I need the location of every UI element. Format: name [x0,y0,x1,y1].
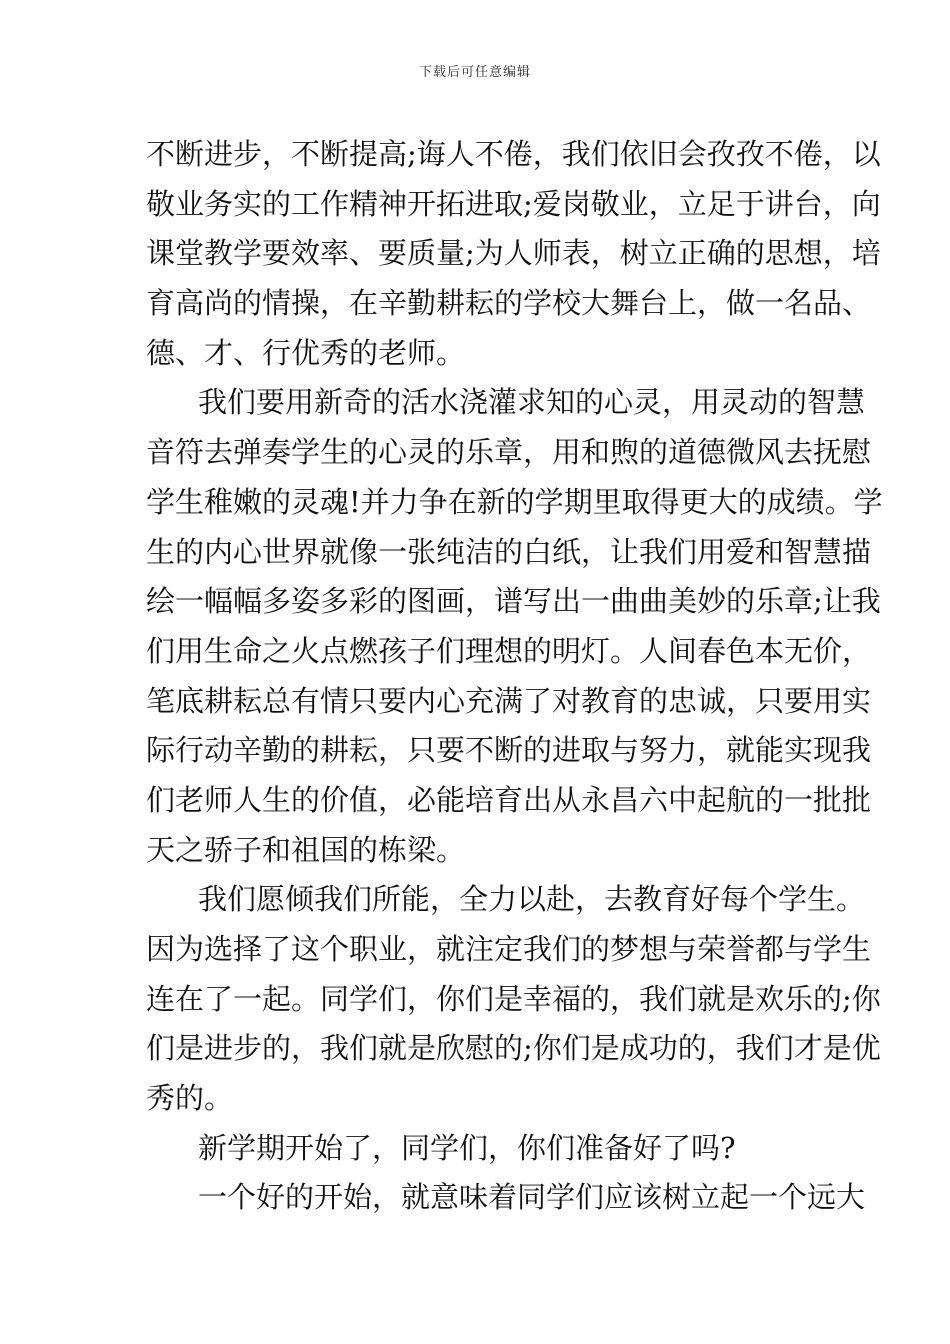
text-line: 敬业务实的工作精神开拓进取;爱岗敬业，立足于讲台，向 [146,186,881,221]
text-line: 学生稚嫩的灵魂!并力争在新的学期里取得更大的成绩。学 [146,484,883,519]
text-line: 育高尚的情操，在辛勤耕耘的学校大舞台上，做一名品、 [146,286,872,321]
text-line: 生的内心世界就像一张纯洁的白纸，让我们用爱和智慧描 [146,534,872,569]
text-line: 连在了一起。同学们，你们是幸福的，我们就是欢乐的;你 [146,981,881,1016]
text-line: 们是进步的，我们就是欣慰的;你们是成功的，我们才是优 [146,1031,881,1066]
text-line: 秀的。 [146,1081,234,1116]
text-line: 德、才、行优秀的老师。 [146,335,466,370]
paragraph-start-line: 我们愿倾我们所能，全力以赴，去教育好每个学生。 [198,882,866,917]
paragraph-start-line: 我们要用新奇的活水浇灌求知的心灵，用灵动的智慧 [198,385,866,420]
text-line: 们用生命之火点燃孩子们理想的明灯。人间春色本无价， [146,633,872,668]
text-line: 因为选择了这个职业，就注定我们的梦想与荣誉都与学生 [146,932,872,966]
text-line: 笔底耕耘总有情只要内心充满了对教育的忠诚，只要用实 [146,683,872,718]
text-line: 际行动辛勤的耕耘，只要不断的进取与努力，就能实现我 [146,733,872,768]
text-line: 课堂教学要效率、要质量;为人师表，树立正确的思想，培 [146,236,881,271]
text-line: 天之骄子和祖国的栋梁。 [146,832,466,867]
text-line: 不断进步，不断提高;诲人不倦，我们依旧会孜孜不倦，以 [146,137,881,171]
text-line: 们老师人生的价值，必能培育出从永昌六中起航的一批批 [146,782,872,817]
page-header-note: 下载后可任意编辑 [418,65,531,80]
paragraph-start-line: 新学期开始了，同学们，你们准备好了吗? [198,1130,736,1165]
paragraph-start-line: 一个好的开始，就意味着同学们应该树立起一个远大 [198,1180,866,1215]
text-line: 音符去弹奏学生的心灵的乐章，用和煦的道德微风去抚慰 [146,435,872,470]
text-line: 绘一幅幅多姿多彩的图画，谱写出一曲曲美妙的乐章;让我 [146,584,881,619]
body-text [146,130,883,1223]
